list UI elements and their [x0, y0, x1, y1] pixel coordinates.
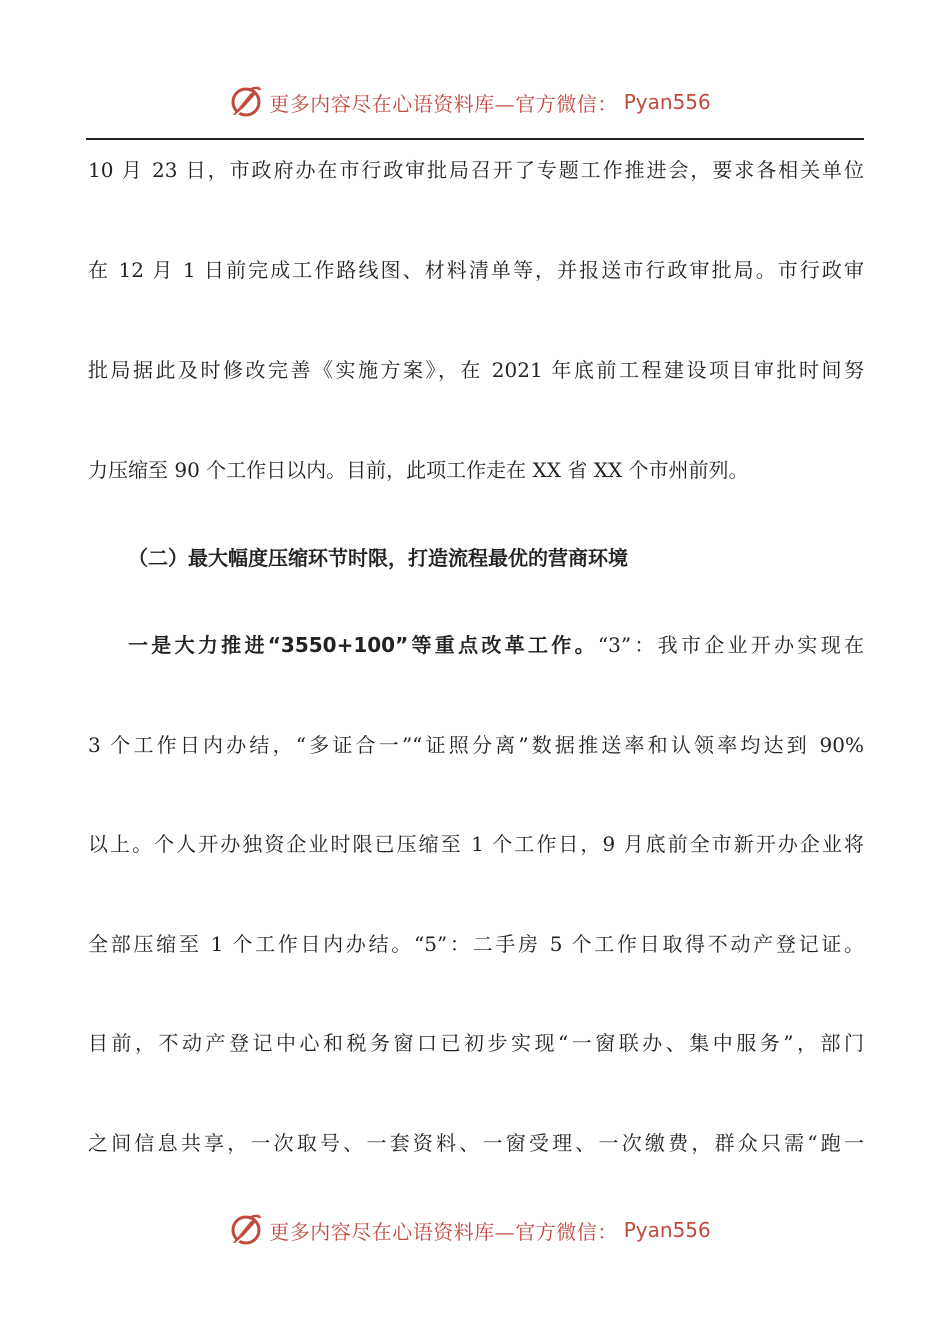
paragraph-line: 以上。个人开办独资企业时限已压缩至 1 个工作日，9 月底前全市新开办企业将 — [88, 832, 864, 856]
header-banner-inner — [229, 85, 711, 119]
footer-banner-text: 更多内容尽在心语资料库—官方微信： — [269, 1219, 618, 1244]
paragraph-line: 3 个工作日内办结，“多证合一”“证照分离”数据推送率和认领率均达到 90% — [88, 733, 864, 757]
header-divider — [86, 138, 864, 140]
lead-bold-text: 一是大力推进“3550+100”等重点改革工作。 — [128, 633, 598, 657]
lead-regular-text: “3”：我市企业开办实现在 — [597, 633, 864, 657]
footer-banner-inner — [229, 1213, 711, 1247]
paragraph-line-lead — [88, 625, 864, 665]
footer-wechat-id: Pyan556 — [623, 1218, 711, 1242]
paragraph-line: 力压缩至 90 个工作日以内。目前，此项工作走在 XX 省 XX 个市州前列。 — [88, 458, 749, 482]
footer-banner — [0, 1208, 950, 1252]
paragraph-line: 全部压缩至 1 个工作日内办结。“5”：二手房 5 个工作日取得不动产登记证。 — [88, 932, 864, 956]
header-banner — [0, 80, 950, 124]
pen-nib-logo-icon — [229, 1213, 263, 1247]
header-wechat-id: Pyan556 — [623, 90, 711, 114]
header-banner-text: 更多内容尽在心语资料库—官方微信： — [269, 91, 618, 116]
paragraph-line: 10 月 23 日，市政府办在市行政审批局召开了专题工作推进会，要求各相关单位 — [88, 158, 864, 182]
paragraph-line: 之间信息共享，一次取号、一套资料、一窗受理、一次缴费，群众只需“跑一 — [88, 1131, 864, 1155]
paragraph-line: 批局据此及时修改完善《实施方案》，在 2021 年底前工程建设项目审批时间努 — [88, 358, 864, 382]
paragraph-line: 目前，不动产登记中心和税务窗口已初步实现“一窗联办、集中服务”，部门 — [88, 1031, 864, 1055]
paragraph-line: 在 12 月 1 日前完成工作路线图、材料清单等，并报送市行政审批局。市行政审 — [88, 258, 864, 282]
pen-nib-logo-icon — [229, 85, 263, 119]
section-heading: （二）最大幅度压缩环节时限，打造流程最优的营商环境 — [128, 546, 628, 570]
